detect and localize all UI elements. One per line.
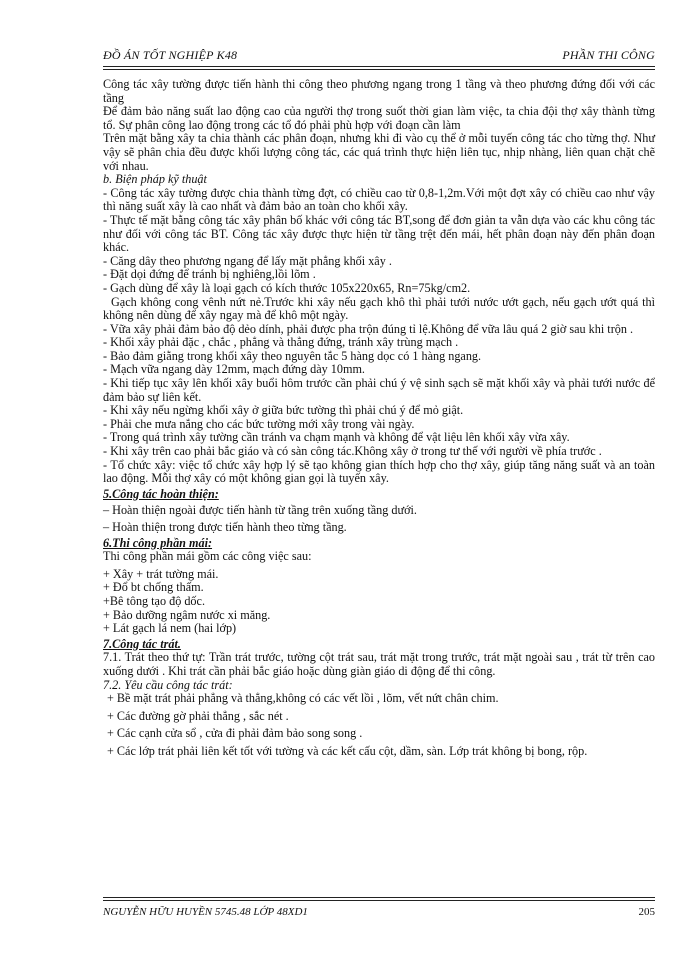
header-rule [103,66,655,67]
paragraph: - Trong quá trình xây tường cần tránh va chạm mạnh và không để vật liệu lên khối xây vừa xây. [103,430,570,445]
paragraph: - Khi xây trên cao phải bắc giáo và có sàn công tác.Không xây ở trong tư thế với người về phía trước . [103,444,602,459]
paragraph: - Tổ chức xây: việc tổ chức xây hợp lý sẽ tạo không gian thích hợp cho thợ xây, giúp tăng năng suất và an toàn lao động. Mỗi thợ xây có một không gian gọi là tuyến xây. [103,457,655,486]
paragraph: Công tác xây tường được tiến hành thi công theo phương ngang trong 1 tầng và theo phương đứng đối với các tầng [103,77,655,105]
list-item: + Đổ bt chống thấm. [103,580,204,595]
paragraph: - Mạch vữa ngang dày 12mm, mạch đứng dày 10mm. [103,362,365,377]
paragraph: - Phải che mưa nắng cho các bức tường mới xây trong vài ngày. [103,416,415,431]
paragraph: 7.1. Trát theo thứ tự: Trần trát trước, tường cột trát sau, trát mặt trong trước, trát mặt ngoài sau , trát từ trên cao xuống dưới . Khi trát cần phải bắc giáo hoặc dùng giàn giáo di động để thi công. [103,650,655,678]
page-number: 205 [638,906,655,918]
list-item: + Các đường gờ phải thẳng , sắc nét . [107,708,289,723]
paragraph: - Khối xây phải đặc , chắc , phẳng và thẳng đứng, tránh xây trùng mạch . [103,335,459,350]
paragraph: Gạch không cong vênh nứt nẻ.Trước khi xây nếu gạch khô thì phải tưới nước ướt gạch, nếu gạch ướt quá thì không nên dùng để xây ngay mà để khô một ngày. [103,294,655,323]
list-item: + Bề mặt trát phải phẳng và thẳng,không có các vết lồi , lõm, vết nứt chân chim. [107,691,499,706]
paragraph: - Gạch dùng để xây là loại gạch có kích thước 105x220x65, Rn=75kg/cm2. [103,280,471,295]
list-item: +Bê tông tạo độ dốc. [103,593,205,608]
footer-rule [103,897,655,898]
paragraph: - Vữa xây phải đảm bảo độ dẻo dính, phải được pha trộn đúng tỉ lệ.Không để vữa lâu quá 2 giờ sau khi trộn . [103,321,634,336]
paragraph: - Khi tiếp tục xây lên khối xây buổi hôm trước cần phải chú ý vệ sinh sạch sẽ mặt khối xây và phải tưới nước để đảm bảo sự liên kết. [103,376,655,404]
paragraph: ‒ Hoàn thiện trong được tiến hành theo từng tầng. [103,520,347,534]
paragraph: - Đặt dọi đứng để tránh bị nghiêng,lồi lõm . [103,267,316,282]
footer-rule-2 [103,900,655,901]
subheading-technical: b. Biện pháp kỹ thuật [103,172,207,187]
header-rule-2 [103,69,655,70]
paragraph: - Khi xây nếu ngừng khối xây ở giữa bức tường thì phải chú ý để mỏ giật. [103,403,464,418]
list-item: + Các lớp trát phải liên kết tốt với tường và các kết cấu cột, dầm, sàn. Lớp trát không bị bong, rộp. [107,743,588,758]
paragraph: ‒ Hoàn thiện ngoài được tiến hành từ tầng trên xuống tầng dưới. [103,503,417,518]
paragraph: Thi công phần mái gồm các công việc sau: [103,549,312,564]
section-heading-roof: 6.Thi công phần mái: [103,535,213,550]
header-title: ĐỒ ÁN TỐT NGHIỆP K48 [103,48,238,62]
paragraph: Trên mặt bằng xây ta chia thành các phân đoạn, nhưng khi đi vào cụ thể ở mỗi tuyến công tác cho từng thợ. Như vậy sẽ phân chia đều được khối lượng công tác, các quá trình thực hiện liên tục, nhịp nhàng, liên quan chặt chẽ với nhau. [103,131,655,173]
subheading-requirements: 7.2. Yêu cầu công tác trát: [103,677,233,692]
list-item: + Xây + trát tường mái. [103,566,219,581]
paragraph: - Thực tế mặt bằng công tác xây phân bố khác với công tác BT,song để đơn giản ta vẫn dựa vào các khu công tác như đối với công tác BT. Công tác xây được thực hiện từ tầng trệt đến mái, hết phân đoạn này đến phân đoạn khác. [103,212,655,255]
header-section: PHẦN THI CÔNG [562,48,655,62]
paragraph: Để đảm bảo năng suất lao động cao của người thợ trong suốt thời gian làm việc, ta chia đội thợ xây thành từng tổ. Sự phân công lao động trong các tổ đó phải phù hợp với đoạn cần làm [103,104,655,132]
section-heading-plastering: 7.Công tác trát. [103,636,181,651]
footer-author: NGUYỄN HỮU HUYỀN 5745.48 LỚP 48XD1 [103,906,308,918]
list-item: + Bảo dưỡng ngâm nước xi măng. [103,607,271,622]
paragraph: - Công tác xây tường được chia thành từng đợt, có chiều cao từ 0,8-1,2m.Với một đợt xây có chiều cao như vậy thì năng suất xây là cao nhất và đảm bảo an toàn cho khối xây. [103,185,655,214]
list-item: + Lát gạch lá nem (hai lớp) [103,621,237,636]
paragraph: - Bảo đảm giằng trong khối xây theo nguyên tắc 5 hàng dọc có 1 hàng ngang. [103,348,482,363]
document-body [103,78,655,759]
list-item: + Các cạnh cửa sổ , cửa đi phải đảm bảo song song . [107,726,363,741]
paragraph: - Căng dây theo phương ngang để lấy mặt phẳng khối xây . [103,253,392,268]
section-heading-finishing: 5.Công tác hoàn thiện: [103,486,219,501]
